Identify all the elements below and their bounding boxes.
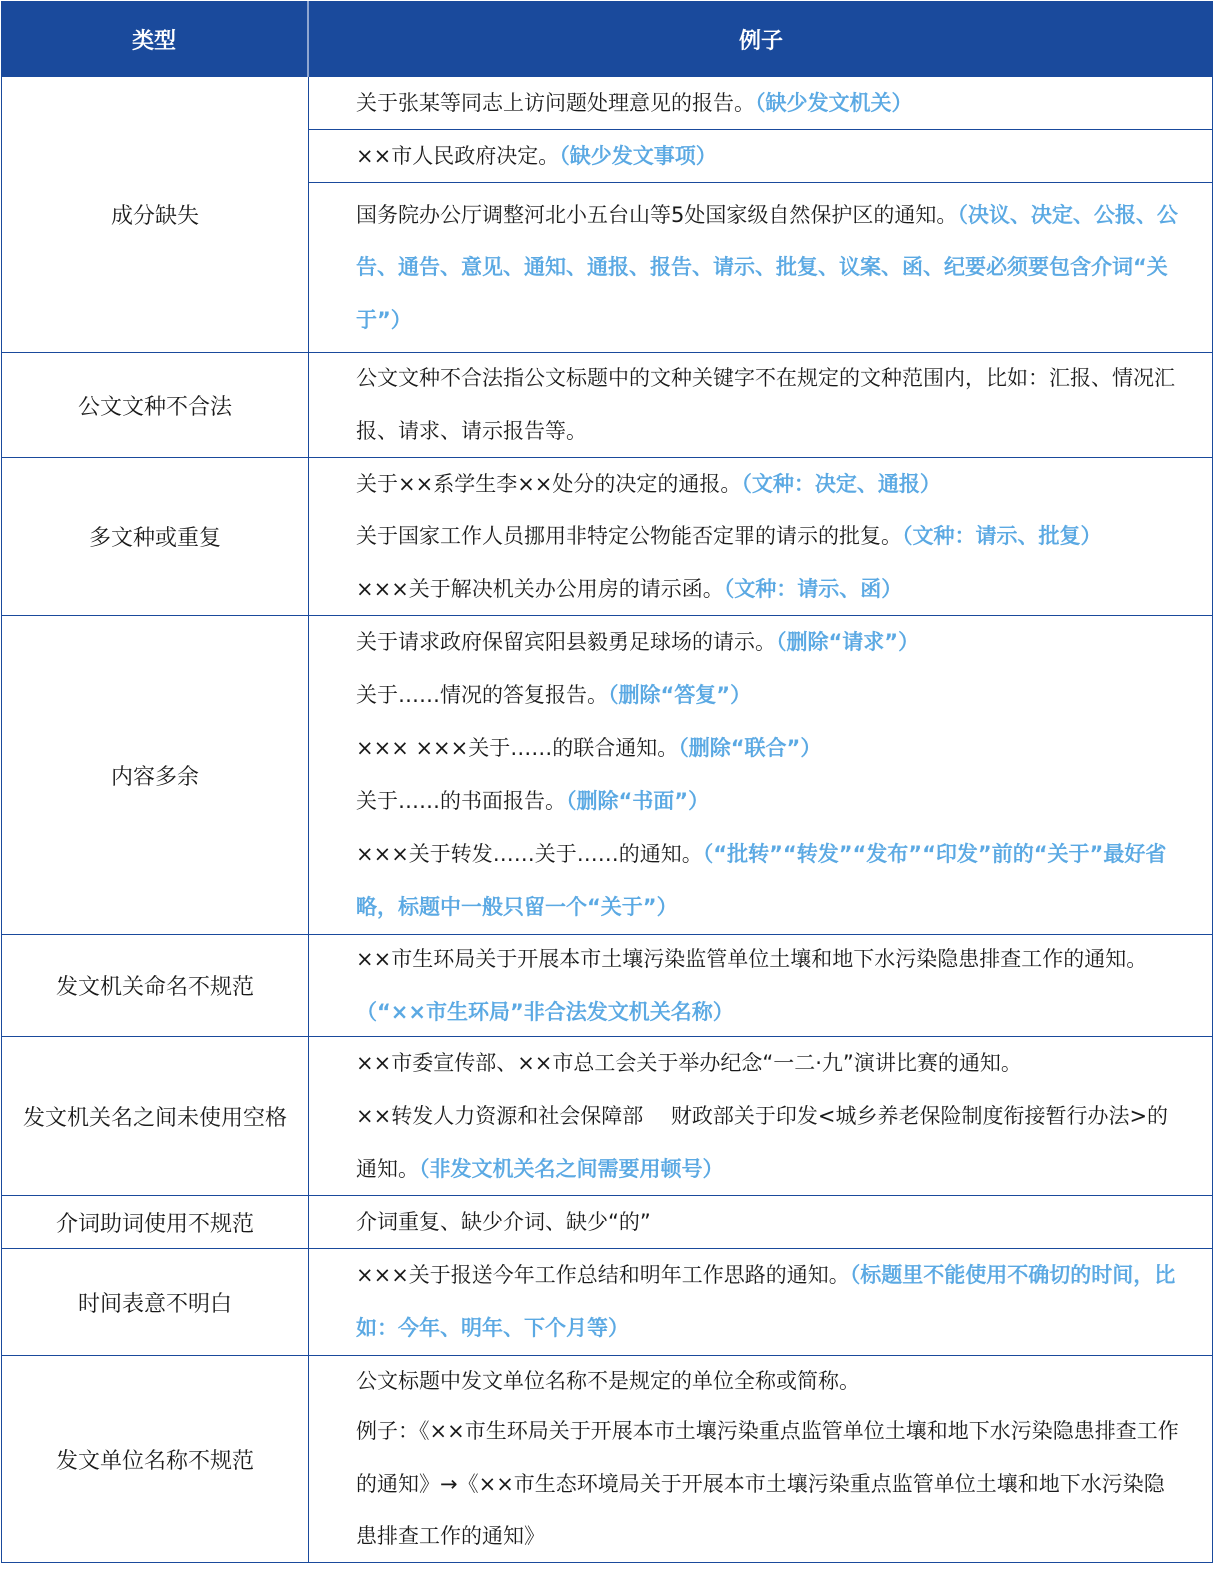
row-examples xyxy=(309,1249,1212,1355)
row-type: 内容多余 xyxy=(2,616,309,934)
example-note: （文种：请示、批复） xyxy=(902,524,1102,549)
example-line xyxy=(309,183,1212,352)
example-text: ××市委宣传部、××市总工会关于举办纪念“一二·九”演讲比赛的通知。 xyxy=(356,1051,1022,1076)
table-row xyxy=(1,1356,1213,1563)
example-line xyxy=(309,935,1212,1036)
example-note: （删除“答复”） xyxy=(608,683,752,708)
example-text: ×××关于报送今年工作总结和明年工作思路的通知。 xyxy=(356,1263,850,1288)
row-type: 公文文种不合法 xyxy=(2,353,309,457)
row-type: 发文机关名之间未使用空格 xyxy=(2,1037,309,1195)
example-note: （删除“请求”） xyxy=(776,630,920,655)
example-line xyxy=(309,616,1212,669)
example-line xyxy=(309,1196,1212,1248)
row-type: 发文单位名称不规范 xyxy=(2,1356,309,1562)
example-text: 关于张某等同志上访问题处理意见的报告。 xyxy=(356,90,755,115)
table-row xyxy=(1,616,1213,935)
example-line xyxy=(309,77,1212,130)
example-note: （“××市生环局”非合法发文机关名称） xyxy=(356,999,734,1024)
example-text: ×××关于转发……关于……的通知。 xyxy=(356,842,703,867)
table-row xyxy=(1,353,1213,458)
example-text: ××转发人力资源和社会保障部 财政部关于印发<城乡养老保险制度衔接暂行办法>的通知。 xyxy=(356,1103,1169,1181)
example-line xyxy=(309,1406,1212,1562)
example-line xyxy=(309,775,1212,828)
example-note: （缺少发文事项） xyxy=(559,143,717,168)
example-note: （文种：决定、通报） xyxy=(741,471,941,496)
example-line xyxy=(309,353,1212,457)
example-text: 关于国家工作人员挪用非特定公物能否定罪的请示的批复。 xyxy=(356,524,902,549)
classification-table xyxy=(1,1,1213,1563)
example-text: 关于××系学生李××处分的决定的通报。 xyxy=(356,471,742,496)
row-type: 成分缺失 xyxy=(2,77,309,352)
row-examples xyxy=(309,935,1212,1036)
example-note: （标题里不能使用不确切的时间，比如：今年、明年、下个月等） xyxy=(356,1263,1176,1340)
header-example: 例子 xyxy=(738,28,783,54)
example-line xyxy=(309,1037,1212,1090)
example-line xyxy=(309,722,1212,775)
example-line xyxy=(309,1356,1212,1406)
example-line xyxy=(309,510,1212,563)
row-examples xyxy=(309,77,1212,352)
example-note: （非发文机关名之间需要用顿号） xyxy=(419,1156,724,1181)
example-text: 国务院办公厅调整河北小五台山等5处国家级自然保护区的通知。 xyxy=(356,202,958,227)
example-text: 公文文种不合法指公文标题中的文种关键字不在规定的文种范围内，比如：汇报、情况汇报、请求、请示报告等。 xyxy=(356,366,1175,443)
example-note: （决议、决定、公报、公告、通告、意见、通知、通报、报告、请示、批复、议案、函、纪要必须要包含介词“关于”） xyxy=(356,202,1178,332)
example-line xyxy=(309,1249,1212,1355)
table-row xyxy=(1,1196,1213,1249)
row-type: 多文种或重复 xyxy=(2,458,309,615)
row-examples xyxy=(309,458,1212,615)
example-text: 关于……情况的答复报告。 xyxy=(356,683,608,708)
table-row xyxy=(1,458,1213,616)
example-note: （删除“联合”） xyxy=(678,736,822,761)
example-note: （缺少发文机关） xyxy=(755,90,913,115)
row-examples xyxy=(309,353,1212,457)
row-type: 发文机关命名不规范 xyxy=(2,935,309,1036)
table-row xyxy=(1,1249,1213,1356)
example-text: 公文标题中发文单位名称不是规定的单位全称或简称。 xyxy=(356,1368,860,1393)
example-line xyxy=(309,458,1212,510)
example-text: ××× ×××关于……的联合通知。 xyxy=(356,736,679,761)
example-text: ×××关于解决机关办公用房的请示函。 xyxy=(356,576,724,601)
row-examples xyxy=(309,1196,1212,1248)
example-note: （文种：请示、函） xyxy=(723,576,903,601)
example-line xyxy=(309,563,1212,615)
table-row xyxy=(1,935,1213,1037)
example-text: 关于……的书面报告。 xyxy=(356,789,566,814)
row-examples xyxy=(309,1356,1212,1562)
table-header xyxy=(1,1,1213,77)
example-note: （“批转”“转发”“发布”“印发”前的“关于”最好省略，标题中一般只留一个“关于”） xyxy=(356,842,1167,919)
table-row xyxy=(1,1037,1213,1196)
row-type: 介词助词使用不规范 xyxy=(2,1196,309,1248)
example-line xyxy=(309,130,1212,183)
row-examples xyxy=(309,1037,1212,1195)
header-type: 类型 xyxy=(1,1,309,77)
example-text: 介词重复、缺少介词、缺少“的” xyxy=(356,1209,651,1234)
example-text: ××市人民政府决定。 xyxy=(356,143,560,168)
example-note: （删除“书面”） xyxy=(566,789,710,814)
example-line xyxy=(309,828,1212,934)
example-line xyxy=(309,669,1212,722)
example-line xyxy=(309,1090,1212,1195)
example-text: ××市生环局关于开展本市土壤污染监管单位土壤和地下水污染隐患排查工作的通知。 xyxy=(356,946,1148,971)
example-text: 关于请求政府保留宾阳县毅勇足球场的请示。 xyxy=(356,630,776,655)
row-examples xyxy=(309,616,1212,934)
row-type: 时间表意不明白 xyxy=(2,1249,309,1355)
example-text: 例子：《××市生环局关于开展本市土壤污染重点监管单位土壤和地下水污染隐患排查工作的通知》→《××市生态环境局关于开展本市土壤污染重点监管单位土壤和地下水污染隐患排查工作的通知》 xyxy=(356,1419,1179,1549)
table-row xyxy=(1,77,1213,353)
